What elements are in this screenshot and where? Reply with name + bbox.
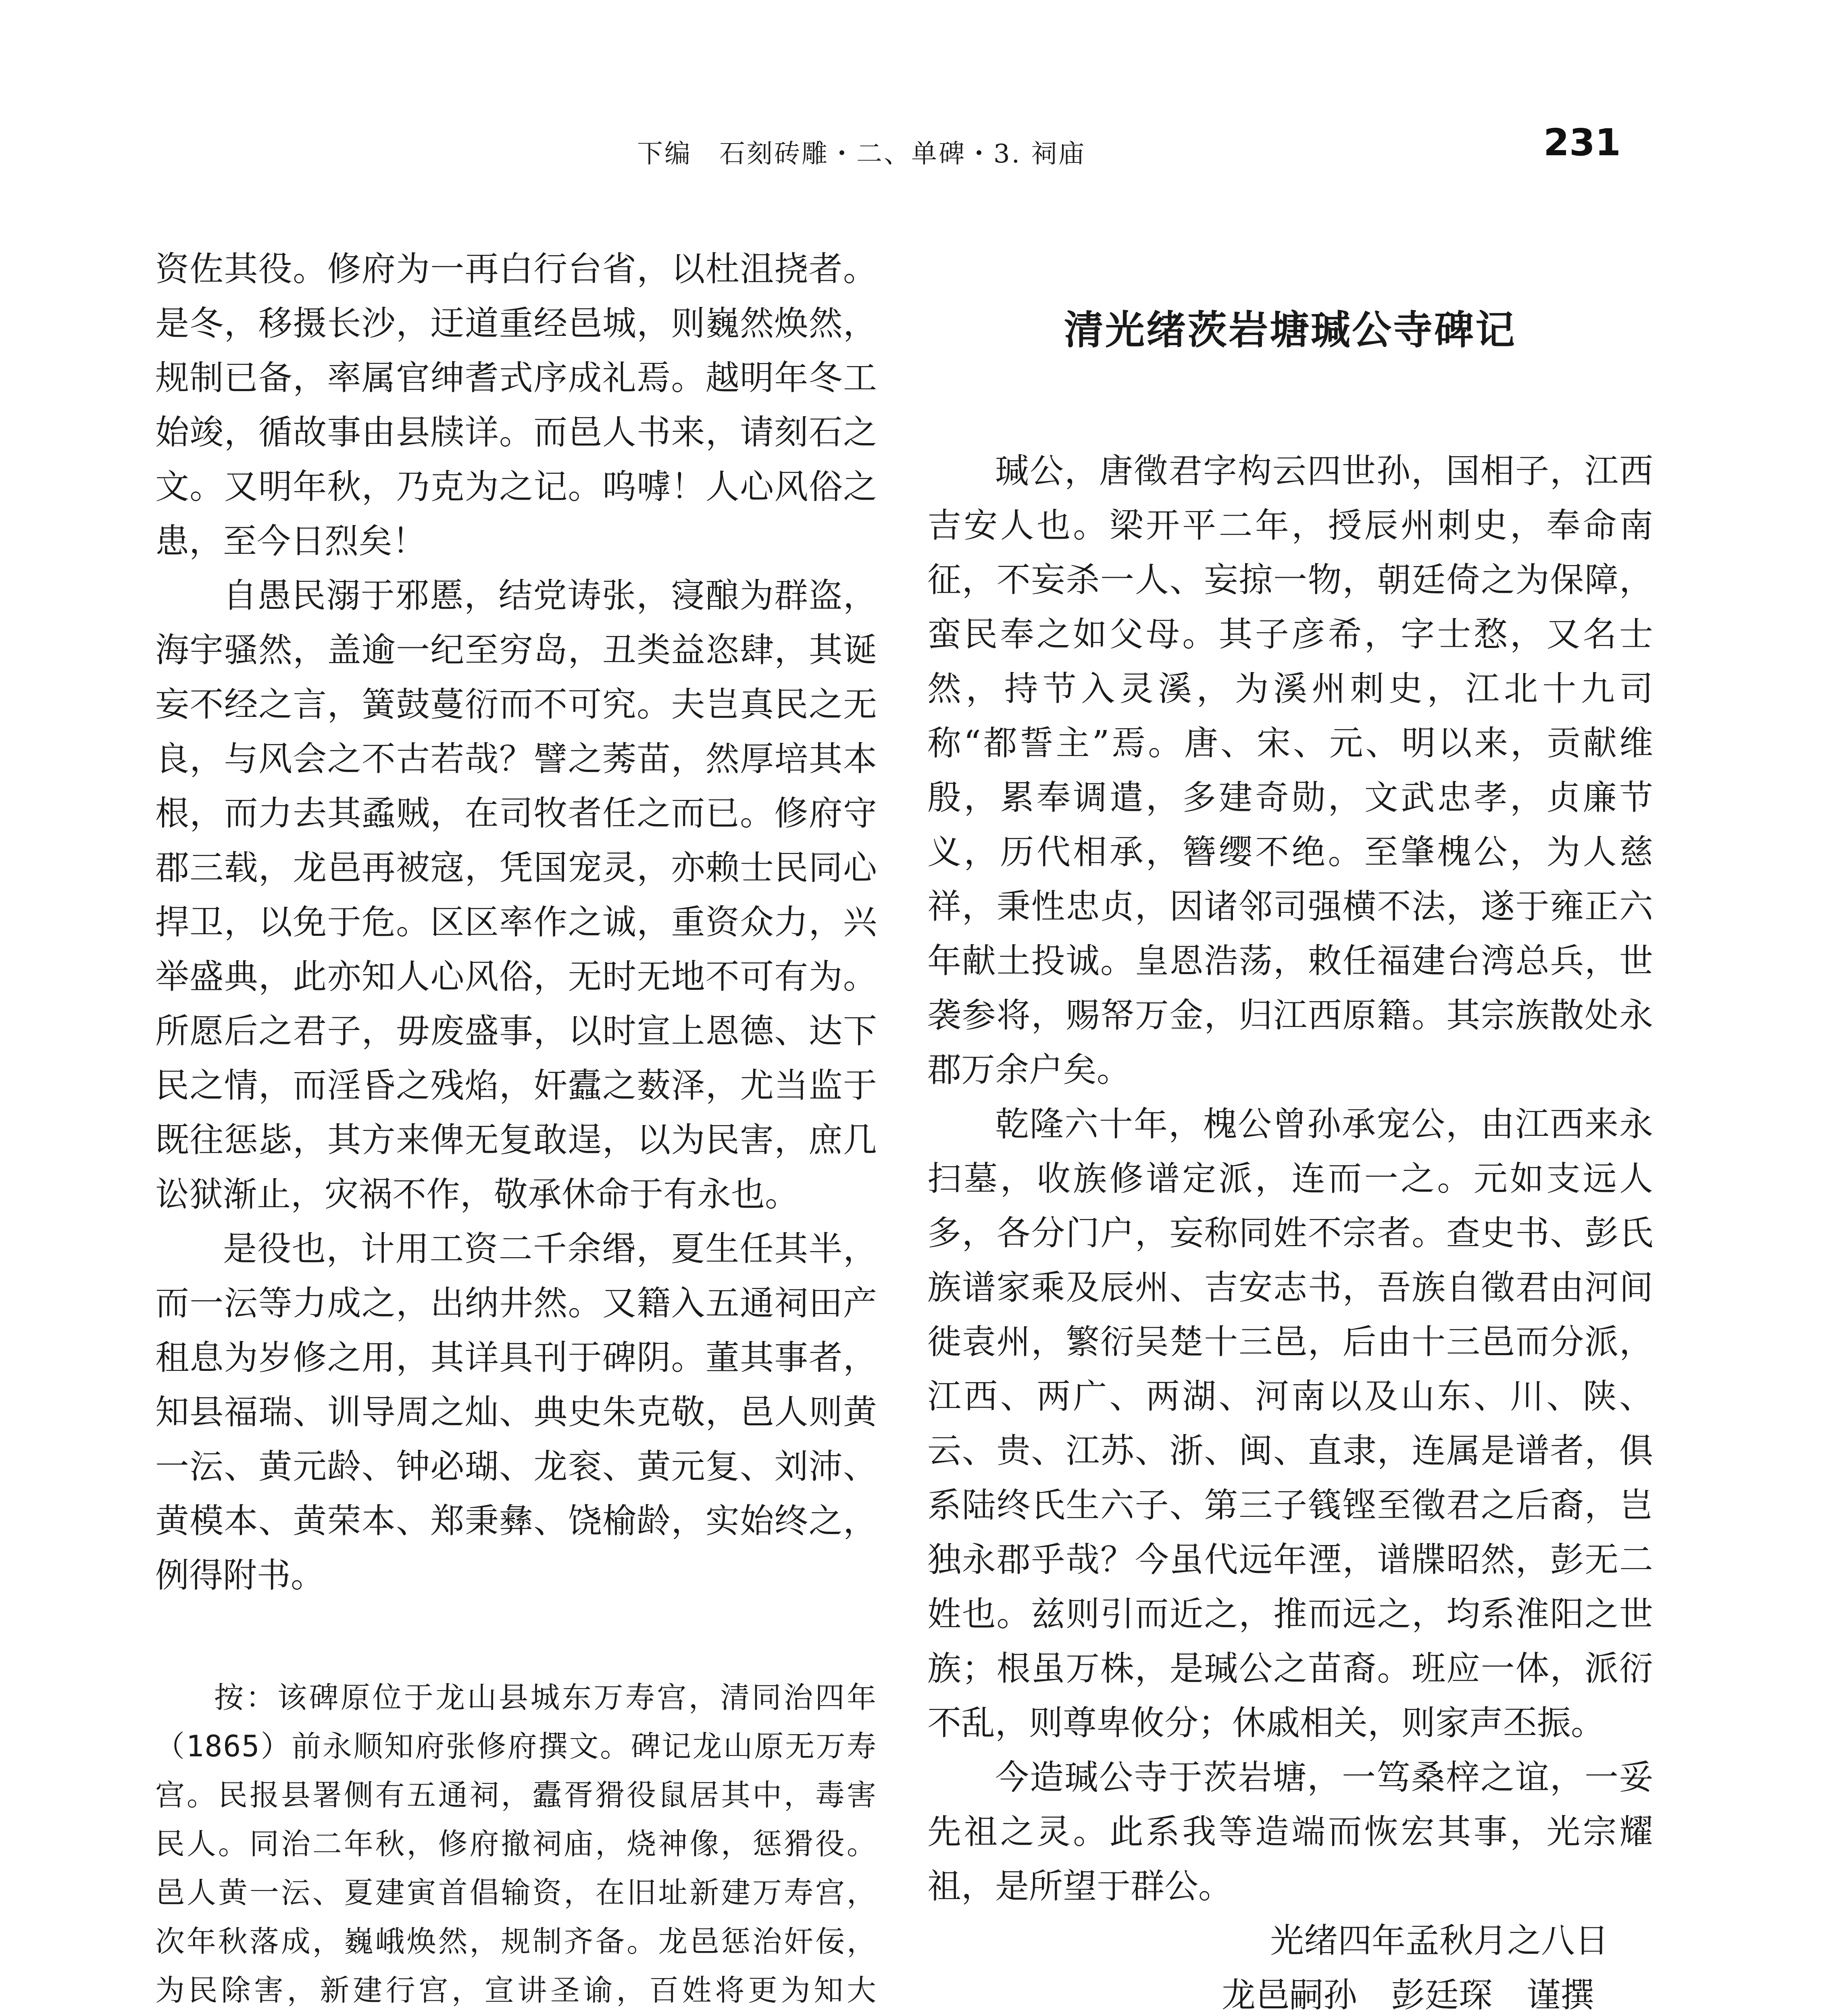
signature-date: 光绪四年孟秋月之八日 <box>1270 1921 1609 1960</box>
body-paragraph: 资佐其役。修府为一再白行台省，以杜沮挠者。是冬，移摄长沙，迂道重经邑城，则巍然焕然，规制已备，率属官绅耆式序成礼焉。越明年冬工始竣，循故事由县牍详。而邑人书来，请刻石之文。又明年秋，乃克为之记。呜嘑！人心风俗之患，至今日烈矣！ <box>155 249 877 561</box>
body-paragraph: 自愚民溺于邪慝，结党诪张，寖酿为群盗，海宇骚然，盖逾一纪至穷岛，丑类益恣肆，其诞妄不经之言，簧鼓蔓衍而不可究。夫岂真民之无良，与风会之不古若哉？譬之莠苗，然厚培其本根，而力去其蟊贼，在司牧者任之而已。修府守郡三载，龙邑再被寇，凭国宠灵，亦赖士民同心捍卫，以免于危。区区率作之诚，重资众力，兴举盛典，此亦知人心风俗，无时无地不可有为。所愿后之君子，毋废盛事，以时宣上恩德、达下民之情，而淫昏之残焰，奸蠹之薮泽，尤当监于既往惩毖，其方来俾无复敢逞，以为民害，庶几讼狱渐止，灾祸不作，敬承休命于有永也。 <box>155 576 877 1214</box>
body-paragraph: 今造瑊公寺于茨岩塘，一笃桑梓之谊，一妥先祖之灵。此系我等造端而恢宏其事，光宗耀祖，是所望于群公。 <box>927 1758 1653 1906</box>
right-column <box>927 242 1653 2016</box>
body-paragraph: 乾隆六十年，槐公曾孙承宠公，由江西来永扫墓，收族修谱定派，连而一之。元如支远人多，各分门户，妄称同姓不宗者。查史书、彭氏族谱家乘及辰州、吉安志书，吾族自徵君由河间徙袁州，繁衍吴楚十三邑，后由十三邑而分派，江西、两广、两湖、河南以及山东、川、陕、云、贵、江苏、浙、闽、直隶，连属是谱者，俱系陆终氏生六子、第三子篯铿至徵君之后裔，岂独永郡乎哉？今虽代远年湮，谱牒昭然，彭无二姓也。兹则引而近之，推而远之，均系淮阳之世族；根虽万株，是瑊公之苗裔。班应一体，派衍不乱，则尊卑攸分；休戚相关，则家声丕振。 <box>927 1104 1653 1743</box>
note-paragraph: 按：该碑原位于龙山县城东万寿宫，清同治四年（1865）前永顺知府张修府撰文。碑记龙山原无万寿宫。民报县署侧有五通祠，蠹胥猾役鼠居其中，毒害民人。同治二年秋，修府撤祠庙，烧神像，惩猾役。邑人黄一沄、夏建寅首倡输资，在旧址新建万寿宫，次年秋落成，巍峨焕然，规制齐备。龙邑惩治奸佞，为民除害，新建行宫，宣讲圣谕，百姓将更为知大 <box>155 1681 877 2008</box>
signature-author: 龙邑嗣孙 彭廷琛 谨撰 <box>1222 1975 1595 2015</box>
section-breadcrumb: 下编 石刻砖雕・二、单碑・3. 祠庙 <box>637 139 1086 169</box>
body-paragraph: 是役也，计用工资二千余缗，夏生任其半，而一沄等力成之，出纳井然。又籍入五通祠田产租息为岁修之用，其详具刊于碑阴。董其事者，知县福瑞、训导周之灿、典史朱克敬，邑人则黄一沄、黄元龄、钟必瑚、龙衮、黄元复、刘沛、黄模本、黄荣本、郑秉彝、饶榆龄，实始终之，例得附书。 <box>155 1229 877 1595</box>
article-title: 清光绪茨岩塘瑊公寺碑记 <box>1064 307 1516 353</box>
left-column <box>155 242 877 2016</box>
body-paragraph: 瑊公，唐徵君字构云四世孙，国相子，江西吉安人也。梁开平二年，授辰州刺史，奉命南征，不妄杀一人、妄掠一物，朝廷倚之为保障，蛮民奉之如父母。其子彦希，字士愗，又名士然，持节入灵溪，为溪州刺史，江北十九司称“都誓主”焉。唐、宋、元、明以来，贡献维殷，累奉调遣，多建奇勋，文武忠孝，贞廉节义，历代相承，簪缨不绝。至肇槐公，为人慈祥，秉性忠贞，因诸邻司强横不法，遂于雍正六年献土投诚。皇恩浩荡，敕任福建台湾总兵，世袭参将，赐帑万金，归江西原籍。其宗族散处永郡万余户矣。 <box>927 451 1653 1089</box>
editor-note <box>155 1673 877 2016</box>
running-header <box>637 121 1645 177</box>
page-number: 231 <box>1543 121 1621 164</box>
